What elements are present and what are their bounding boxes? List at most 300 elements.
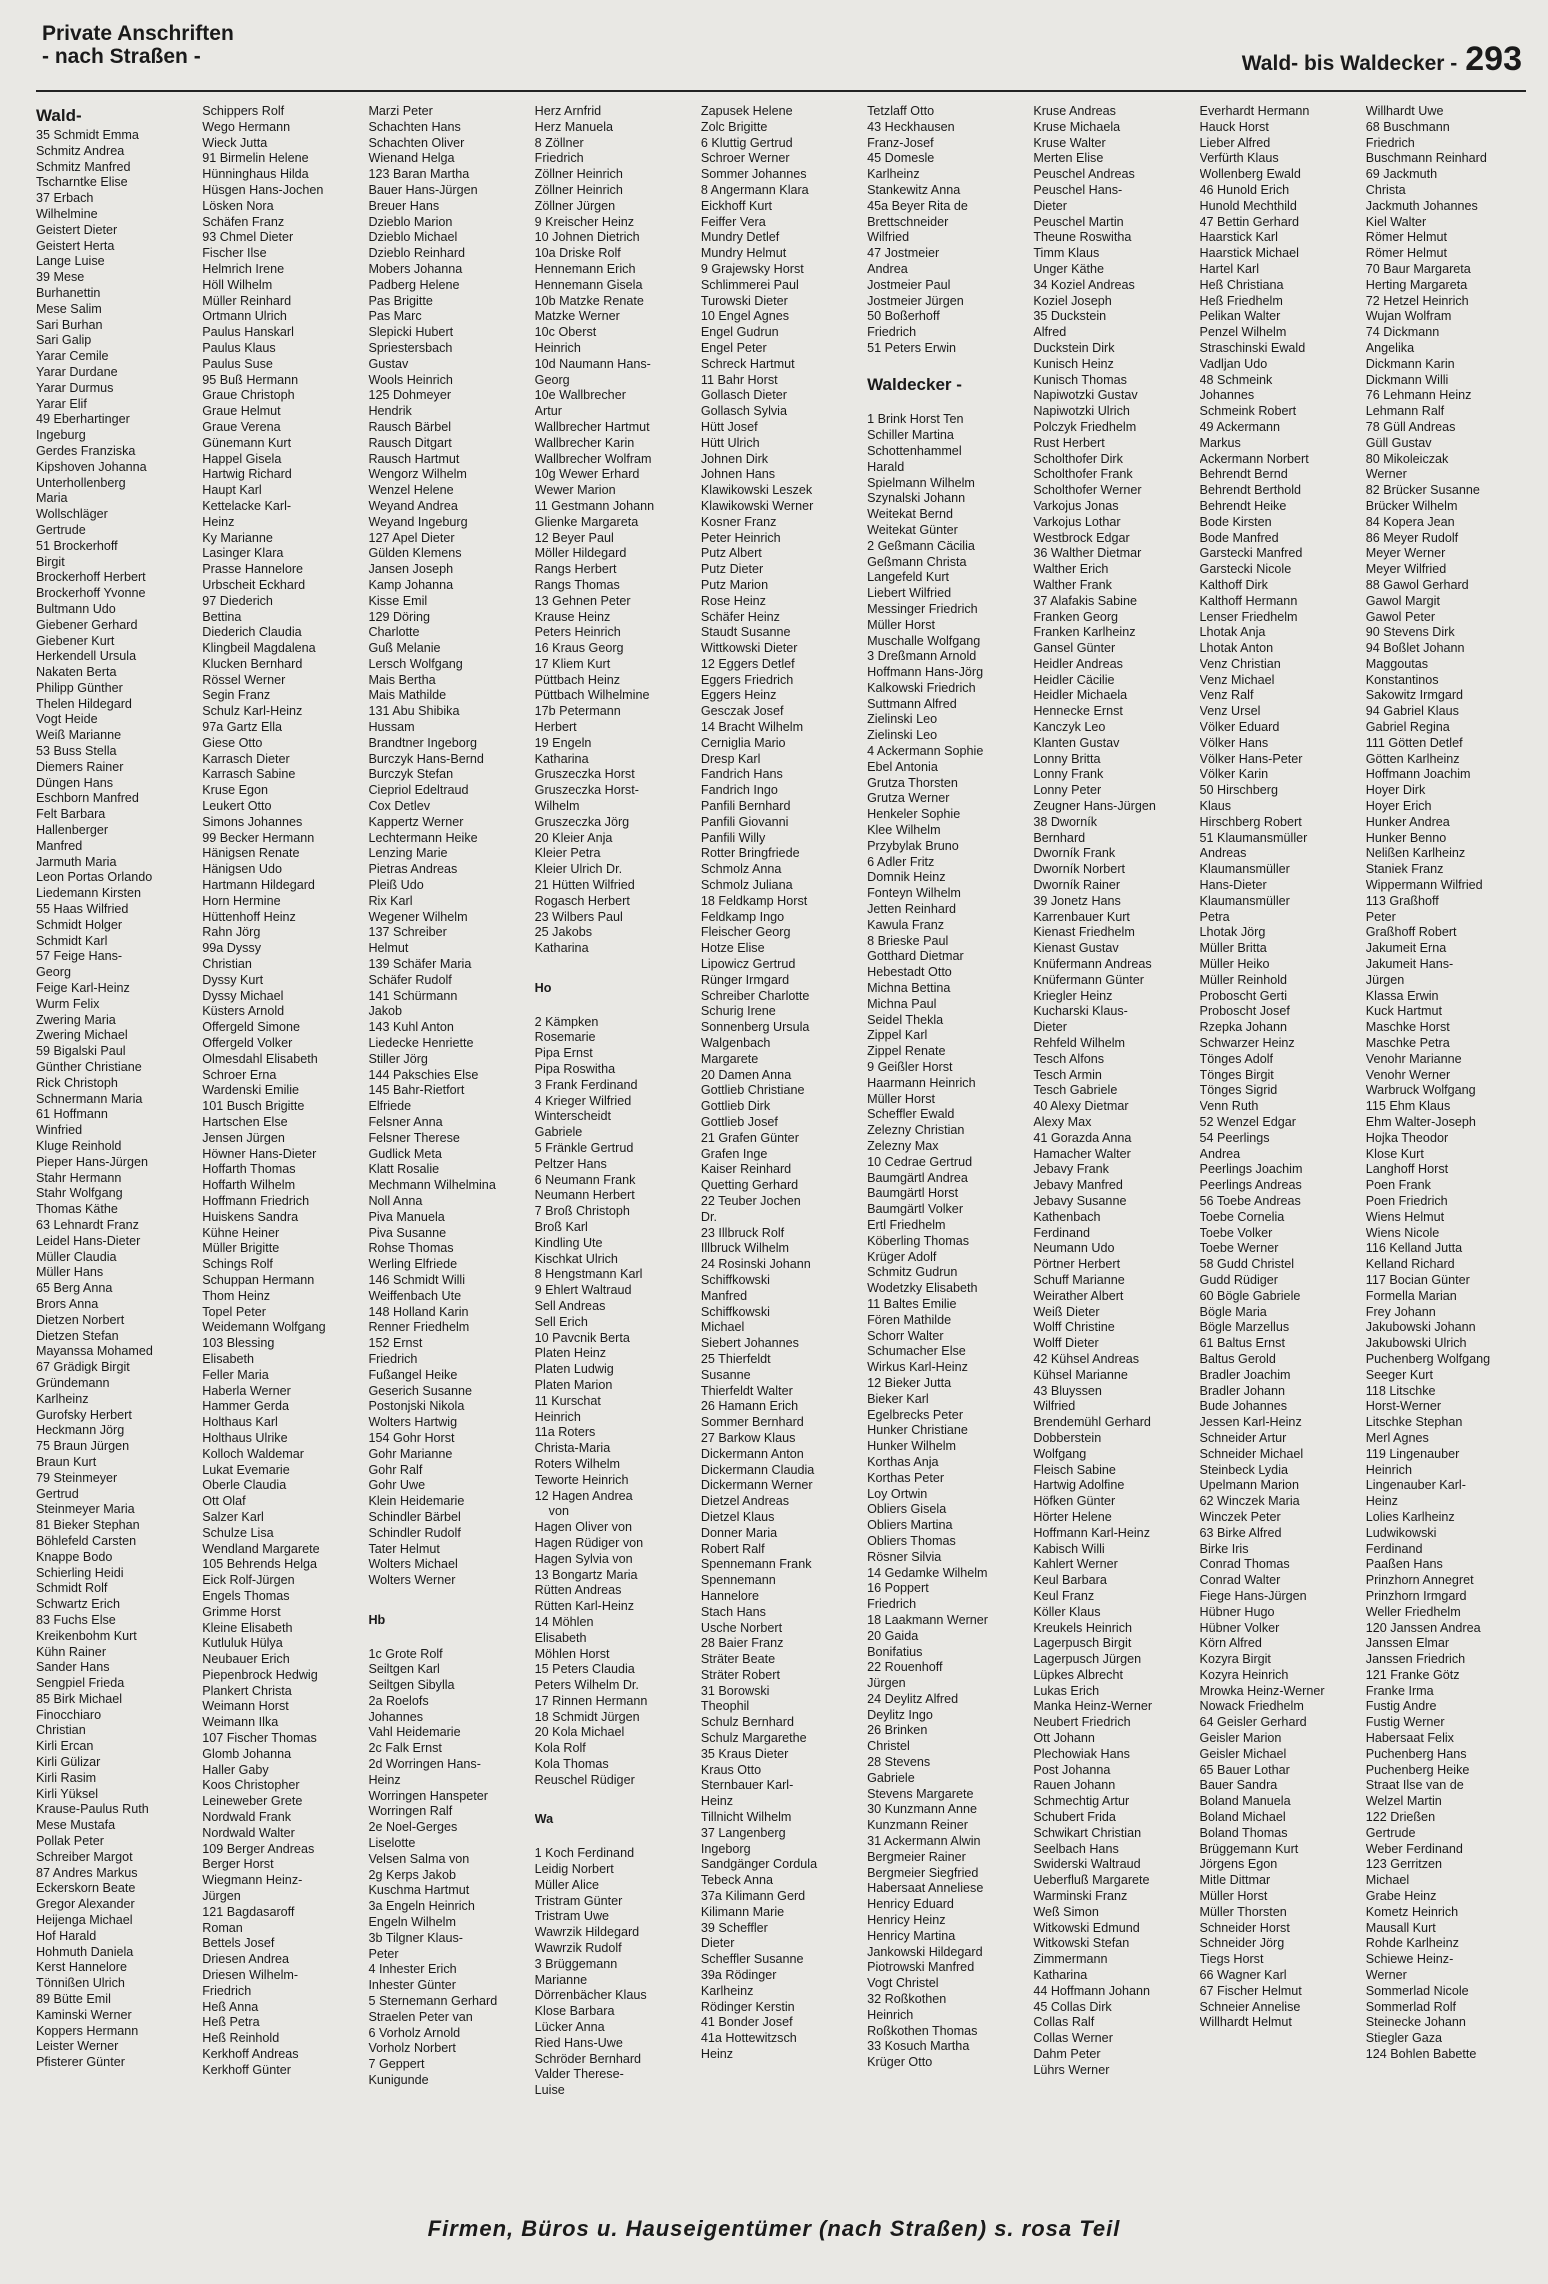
directory-entry: Leineweber Grete (202, 1794, 303, 1809)
directory-entry: Dworník Frank (1033, 846, 1116, 861)
directory-entry: Cox Detlev (368, 799, 431, 814)
directory-entry: 3 Brüggemann (534, 1956, 618, 1971)
directory-entry: 25 Thierfeldt (700, 1351, 771, 1366)
directory-entry: Sternbauer Karl- (700, 1778, 794, 1793)
directory-entry: Heidler Andreas (1033, 656, 1123, 671)
directory-entry: 32 Roßkothen (867, 1992, 947, 2007)
directory-entry: Schiewe Heinz- (1365, 1952, 1454, 1967)
directory-entry: 2e Noel-Gerges (368, 1820, 458, 1835)
directory-entry: 35 Schmidt Emma (36, 128, 139, 142)
directory-entry: Putz Albert (700, 546, 762, 561)
directory-entry: Schottenhammel (867, 443, 962, 458)
directory-entry: 12 Bieker Jutta (867, 1375, 952, 1390)
directory-entry: Kunisch Heinz (1033, 356, 1114, 371)
directory-entry: Formella Marian (1365, 1288, 1457, 1303)
directory-entry: Willhardt Uwe (1365, 104, 1444, 118)
directory-entry: Penzel Wilhelm (1199, 325, 1287, 340)
directory-entry: Felsner Therese (368, 1130, 460, 1145)
directory-entry: Eickhoff Kurt (700, 198, 773, 213)
directory-entry: Krause-Paulus Ruth (36, 1802, 149, 1817)
directory-entry: Kilimann Marie (700, 1904, 785, 1919)
directory-entry: Friedrich (202, 1983, 252, 1998)
directory-entry: Pipa Ernst (534, 1046, 593, 1061)
directory-entry: Waldecker - (867, 374, 962, 394)
directory-entry: Marzi Peter (368, 104, 433, 118)
directory-entry: Herbert (534, 720, 577, 735)
directory-entry: Ho (534, 980, 552, 995)
directory-entry: Wujan Wolfram (1365, 309, 1452, 324)
directory-entry: Kaminski Werner (36, 2007, 132, 2022)
directory-entry: Fandrich Ingo (700, 783, 778, 798)
directory-entry: Kunzmann Reiner (867, 1818, 968, 1833)
directory-entry: Bieker Karl (867, 1391, 929, 1406)
directory-entry: Hüttenhoff Heinz (202, 909, 296, 924)
directory-entry: 57 Feige Hans- (36, 949, 123, 964)
directory-entry: Sander Hans (36, 1660, 110, 1675)
directory-entry: Peerlings Andreas (1199, 1178, 1302, 1193)
directory-entry: Hussam (368, 720, 415, 735)
directory-entry: Gesczak Josef (700, 704, 784, 719)
directory-entry: Hebestadt Otto (867, 965, 952, 980)
directory-entry: Segin Franz (202, 688, 271, 703)
directory-entry: 124 Bohlen Babette (1365, 2047, 1477, 2062)
directory-entry: Langefeld Kurt (867, 570, 950, 585)
directory-entry: Feige Karl-Heinz (36, 981, 130, 996)
directory-entry: Paaßen Hans (1365, 1557, 1443, 1572)
directory-entry: 88 Gawol Gerhard (1365, 577, 1469, 592)
directory-entry: 31 Ackermann Alwin (867, 1834, 981, 1849)
directory-entry: 37 Alafakis Sabine (1033, 593, 1137, 608)
directory-entry: 50 Boßerhoff (867, 309, 940, 324)
directory-entry: Kunisch Thomas (1033, 372, 1127, 387)
directory-entry: Graue Helmut (202, 404, 281, 419)
directory-entry: Heinrich (534, 1409, 581, 1424)
directory-entry: Jebavy Susanne (1033, 1193, 1127, 1208)
directory-entry: Nakaten Berta (36, 665, 117, 680)
directory-entry: Lechtermann Heike (368, 830, 478, 845)
directory-entry: Brettschneider (867, 214, 949, 229)
directory-entry: Glienke Margareta (534, 514, 639, 529)
directory-entry: Stiller Jörg (368, 1051, 428, 1066)
directory-entry: Lukas Erich (1033, 1683, 1100, 1698)
directory-entry: Hartel Karl (1199, 261, 1260, 276)
directory-entry: 2 Geßmann Cäcilia (867, 538, 975, 553)
directory-entry: Obliers Martina (867, 1518, 953, 1533)
directory-entry: Henricy Heinz (867, 1913, 946, 1928)
directory-entry: Nelißen Karlheinz (1365, 846, 1466, 861)
directory-entry: Venz Christian (1199, 656, 1281, 671)
directory-entry: Korthas Anja (867, 1454, 939, 1469)
directory-entry: Mese Mustafa (36, 1818, 116, 1833)
directory-entry: Panfili Willy (700, 830, 766, 845)
directory-entry: Hoyer Erich (1365, 799, 1432, 814)
directory-entry: Spennemann (700, 1573, 776, 1588)
directory-entry: Kirli Gülizar (36, 1755, 101, 1770)
directory-entry: Siebert Johannes (700, 1336, 799, 1351)
directory-entry: Franke Irma (1365, 1683, 1434, 1698)
directory-entry: 52 Wenzel Edgar (1199, 1115, 1296, 1129)
directory-entry: Maria (36, 491, 68, 506)
directory-entry: Horst-Werner (1365, 1399, 1442, 1414)
directory-entry: Kappertz Werner (368, 814, 464, 829)
directory-entry: Kleine Elisabeth (202, 1620, 293, 1635)
directory-entry: 46 Hunold Erich (1199, 182, 1290, 197)
directory-entry: Illbruck Wilhelm (700, 1241, 790, 1256)
directory-entry: Müller Horst (1199, 1889, 1268, 1904)
directory-entry: Duckstein Dirk (1033, 340, 1115, 355)
directory-entry: 48 Schmeink (1199, 372, 1273, 387)
directory-entry: Walther Erich (1033, 562, 1109, 577)
directory-entry: 35 Kraus Dieter (700, 1746, 789, 1761)
directory-entry: Winczek Peter (1199, 1509, 1281, 1524)
directory-entry: Müller Alice (534, 1877, 600, 1892)
directory-entry: 144 Pakschies Else (368, 1067, 479, 1082)
directory-entry: Müller Horst (867, 1091, 935, 1106)
directory-entry: Völker Karin (1199, 767, 1269, 782)
directory-entry: Yarar Elif (36, 396, 87, 411)
directory-entry: Hüsgen Hans-Jochen (202, 182, 324, 197)
directory-entry: 20 Damen Anna (700, 1067, 792, 1082)
directory-entry: Hänigsen Udo (202, 862, 283, 877)
directory-entry: 122 Drießen (1365, 1810, 1436, 1825)
directory-entry: 26 Brinken (867, 1723, 928, 1738)
footer-note: Firmen, Büros u. Hauseigentümer (nach Straßen) s. rosa Teil (427, 2216, 1121, 2241)
directory-entry: 116 Kelland Jutta (1365, 1241, 1463, 1256)
directory-entry: Hunker Andrea (1365, 814, 1450, 829)
directory-entry: 2d Worringen Hans- (368, 1757, 481, 1772)
directory-entry: Messinger Friedrich (867, 601, 978, 616)
directory-entry: Zeleznу Max (867, 1139, 939, 1153)
directory-entry: Ehm Walter-Joseph (1365, 1115, 1476, 1129)
directory-entry: Schuff Marianne (1033, 1272, 1125, 1287)
directory-entry: 143 Kuhl Anton (368, 1020, 454, 1035)
directory-entry: Peter Heinrich (700, 530, 781, 545)
directory-entry: Jebavy Manfred (1033, 1178, 1123, 1193)
directory-entry: Mais Mathilde (368, 688, 447, 703)
directory-entry: Weitekat Bernd (867, 507, 953, 522)
directory-entry: Brandtner Ingeborg (368, 735, 477, 750)
directory-entry: Plechowiak Hans (1033, 1746, 1130, 1761)
directory-entry: Peter (368, 1946, 399, 1961)
directory-entry: Stahr Hermann (36, 1170, 122, 1185)
directory-entry: 11a Roters (534, 1425, 596, 1440)
directory-entry: Gruszeczka Horst (534, 767, 635, 782)
directory-entry: Sommer Bernhard (700, 1415, 804, 1430)
directory-entry: Wiens Helmut (1365, 1209, 1445, 1224)
directory-entry: Zielinski Leo (867, 728, 938, 743)
directory-entry: Worringen Hanspeter (368, 1788, 488, 1803)
directory-entry: Jörgens Egon (1199, 1857, 1278, 1872)
directory-entry: 10d Naumann Hans- (534, 356, 651, 371)
directory-entry: Scholthofer Frank (1033, 467, 1133, 482)
directory-entry: Klaumansmüller (1199, 893, 1290, 908)
directory-entry: Kreukels Heinrich (1033, 1620, 1133, 1635)
directory-entry: Christa-Maria (534, 1441, 611, 1456)
directory-entry: Scholthofer Dirk (1033, 451, 1123, 466)
directory-entry: 7 Geppert (368, 2057, 425, 2072)
directory-entry: Klingbeil Magdalena (202, 641, 316, 656)
directory-entry: Andrea (1199, 1146, 1241, 1161)
directory-entry: Gollasch Dieter (700, 388, 787, 403)
directory-entry: Usche Norbert (700, 1620, 783, 1635)
directory-entry: Fonteyn Wilhelm (867, 886, 961, 901)
directory-entry: 1 Koch Ferdinand (534, 1846, 635, 1861)
directory-entry: 11 Bahr Horst (700, 372, 778, 387)
directory-entry: Kawula Franz (867, 917, 945, 932)
directory-entry: Zöllner Heinrich (534, 167, 623, 182)
directory-entry: 2g Kerps Jakob (368, 1867, 456, 1882)
directory-entry: 10b Matzke Renate (534, 293, 644, 308)
directory-entry (867, 397, 1027, 413)
directory-entry: Grutza Werner (867, 791, 950, 806)
directory-entry: Finocchiaro (36, 1707, 102, 1722)
directory-entry: Rössel Werner (202, 672, 286, 687)
directory-entry: Oberle Claudia (202, 1478, 287, 1493)
directory-entry: Baumgärtl Volker (867, 1202, 964, 1217)
directory-entry: 94 Boßlet Johann (1365, 641, 1465, 656)
directory-entry: Breuer Hans (368, 198, 440, 213)
directory-entry: Schulz Karl-Heinz (202, 704, 303, 719)
directory-entry: 18 Schmidt Jürgen (534, 1709, 640, 1724)
directory-entry: Heinrich (1365, 1462, 1412, 1477)
directory-entry: 93 Chmel Dieter (202, 230, 294, 245)
directory-entry: Upelmann Marion (1199, 1478, 1299, 1493)
directory-entry: 72 Hetzel Heinrich (1365, 293, 1469, 308)
directory-entry: Puchenberg Hans (1365, 1746, 1467, 1761)
directory-entry: Ciepriol Edeltraud (368, 783, 469, 798)
directory-entry: Lieber Alfred (1199, 135, 1271, 150)
directory-entry: Diemers Rainer (36, 759, 124, 774)
directory-entry: Boland Thomas (1199, 1825, 1288, 1840)
directory-entry: Wawrzik Hildegard (534, 1925, 640, 1940)
directory-entry: Piva Susanne (368, 1225, 447, 1240)
directory-entry: Pfisterer Günter (36, 2055, 125, 2070)
directory-entry: Friedrich (867, 325, 917, 340)
directory-entry: Keul Franz (1033, 1588, 1095, 1603)
directory-entry: Kindling Ute (534, 1235, 603, 1250)
header-rule (36, 90, 1526, 92)
directory-entry: Charlotte (368, 625, 420, 640)
directory-entry: Karrasch Dieter (202, 751, 290, 766)
directory-entry: Wienand Helga (368, 151, 455, 166)
directory-entry: Rogasch Herbert (534, 893, 630, 908)
directory-entry: Fustig Werner (1365, 1715, 1445, 1730)
directory-entry: Bauer Hans-Jürgen (368, 182, 478, 197)
directory-entry: Peuschel Hans- (1033, 182, 1123, 197)
directory-entry: Eggers Friedrich (700, 672, 794, 687)
directory-entry: Johnen Hans (700, 467, 776, 482)
directory-entry: Burhanettin (36, 285, 101, 300)
directory-entry: Hoffmann Hans-Jörg (867, 665, 984, 680)
directory-entry: Kosner Franz (700, 514, 777, 529)
directory-entry: 2 Kämpken (534, 1014, 599, 1029)
directory-entry: Ott Olaf (202, 1494, 246, 1509)
directory-entry: Hojka Theodor (1365, 1130, 1449, 1145)
directory-entry: Friedrich (368, 1351, 418, 1366)
directory-entry: Ingeburg (36, 428, 86, 443)
directory-entry: Winterscheidt (534, 1109, 611, 1124)
directory-entry: Kola Rolf (534, 1741, 586, 1756)
directory-entry: Peter (1365, 909, 1396, 924)
directory-entry: Habersaat Anneliese (867, 1881, 984, 1896)
directory-entry: Gründemann (36, 1375, 110, 1390)
directory-entry: Seidel Thekla (867, 1012, 944, 1027)
directory-entry: Rotter Bringfriede (700, 846, 800, 861)
directory-entry: Liebert Wilfried (867, 586, 952, 601)
directory-entry: Conrad Walter (1199, 1573, 1281, 1588)
directory-entry: Ott Johann (1033, 1731, 1095, 1746)
directory-entry: 35 Duckstein (1033, 309, 1107, 324)
directory-entry: Schröder Bernhard (534, 2051, 642, 2066)
directory-entry: 22 Teuber Jochen (700, 1193, 801, 1208)
directory-entry: Dworník Rainer (1033, 878, 1121, 893)
directory-entry: Zöllner Heinrich (534, 182, 623, 197)
directory-entry: Napiwotzki Gustav (1033, 388, 1138, 403)
directory-entry: Kathenbach (1033, 1209, 1101, 1224)
directory-entry: Geßmann Christa (867, 554, 967, 569)
directory-entry: Spriestersbach (368, 340, 453, 355)
directory-entry: Püttbach Heinz (534, 672, 621, 687)
directory-entry: Zapusek Helene (700, 104, 793, 118)
directory-entry: Kiel Walter (1365, 214, 1427, 229)
directory-entry: Köberling Thomas (867, 1233, 970, 1248)
directory-entry: Knappe Bodo (36, 1549, 113, 1564)
directory-entry: Unterhollenberg (36, 475, 126, 490)
directory-entry: Maschke Horst (1365, 1020, 1450, 1035)
directory-entry: Bradler Joachim (1199, 1367, 1291, 1382)
directory-entry: Verfürth Klaus (1199, 151, 1279, 166)
directory-entry: 16 Poppert (867, 1581, 929, 1596)
directory-entry: Leidel Hans-Dieter (36, 1233, 141, 1248)
directory-entry: Polczyk Friedhelm (1033, 419, 1137, 434)
directory-entry: Felt Barbara (36, 807, 106, 822)
directory-entry: Christian (202, 957, 252, 972)
directory-entry: Geserich Susanne (368, 1383, 473, 1398)
directory-entry: Urbscheit Eckhard (202, 577, 306, 592)
directory-entry: Olmesdahl Elisabeth (202, 1051, 318, 1066)
directory-column (1033, 104, 1193, 2194)
directory-entry: Schindler Rudolf (368, 1525, 461, 1540)
directory-entry: Dzieblo Marion (368, 214, 453, 229)
directory-entry: Przybylak Bruno (867, 838, 959, 853)
directory-entry: Wurm Felix (36, 996, 100, 1011)
directory-entry: 56 Toebe Andreas (1199, 1193, 1301, 1208)
directory-entry: Kalthoff Hermann (1199, 593, 1298, 608)
directory-entry: Stiegler Gaza (1365, 2031, 1443, 2046)
directory-entry: Thom Heinz (202, 1288, 271, 1303)
directory-entry: 121 Franke Götz (1365, 1667, 1460, 1682)
directory-entry: Weyand Ingeburg (368, 514, 468, 529)
directory-entry: Dickmann Willi (1365, 372, 1449, 387)
directory-entry: Spielmann Wilhelm (867, 475, 975, 490)
directory-entry: Gruszeczka Horst- (534, 783, 639, 798)
directory-entry: 64 Geisler Gerhard (1199, 1715, 1307, 1730)
directory-entry: Dworník Norbert (1033, 862, 1126, 877)
directory-entry: Grafen Inge (700, 1146, 768, 1161)
directory-entry: Jakumeit Hans- (1365, 957, 1454, 972)
directory-entry: Fustig Andre (1365, 1699, 1437, 1714)
directory-entry: Jansen Joseph (368, 562, 454, 577)
directory-entry: Schwikart Christian (1033, 1825, 1142, 1840)
directory-entry: Alfred (1033, 325, 1067, 340)
directory-entry: Schmidt Rolf (36, 1581, 108, 1596)
directory-entry: Dickermann Anton (700, 1446, 804, 1461)
directory-entry: Piva Manuela (368, 1209, 445, 1224)
directory-entry: Witkowski Stefan (1033, 1936, 1130, 1951)
directory-entry: Schorr Walter (867, 1328, 944, 1343)
directory-entry: Kolloch Waldemar (202, 1446, 304, 1461)
directory-entry: Hohmuth Daniela (36, 1944, 134, 1959)
directory-entry: Gawol Margit (1365, 593, 1440, 608)
directory-entry: Luise (534, 2083, 565, 2098)
directory-entry: Gerdes Franziska (36, 443, 136, 458)
directory-entry: Schiffkowski (700, 1304, 770, 1319)
directory-entry: 24 Deylitz Alfred (867, 1691, 959, 1706)
directory-entry: Heinz (368, 1772, 401, 1787)
directory-entry: Kienast Gustav (1033, 941, 1119, 956)
directory-entry: Hunker Benno (1365, 830, 1447, 845)
directory-entry: Gülden Klemens (368, 546, 462, 561)
directory-entry: 39a Rödinger (700, 1968, 777, 1983)
directory-entry: Schreck Hartmut (700, 356, 795, 371)
directory-entry: 24 Rosinski Johann (700, 1257, 811, 1272)
directory-entry: Suttmann Alfred (867, 696, 957, 711)
directory-entry: Schreiber Charlotte (700, 988, 810, 1003)
directory-entry: Dietzen Stefan (36, 1328, 119, 1343)
directory-entry: Schmidt Holger (36, 917, 123, 932)
directory-entry: Witkowski Edmund (1033, 1920, 1140, 1935)
directory-entry: 18 Laakmann Werner (867, 1612, 988, 1627)
directory-entry: 49 Ackermann (1199, 419, 1281, 434)
directory-entry: 94 Gabriel Klaus (1365, 704, 1459, 719)
directory-column (701, 104, 861, 2194)
directory-entry: Müller Brigitte (202, 1241, 280, 1256)
directory-entry: Mobers Johanna (368, 261, 463, 276)
directory-entry: Mundry Helmut (700, 246, 787, 261)
directory-entry: 118 Litschke (1365, 1383, 1436, 1398)
directory-entry: Sell Erich (534, 1314, 588, 1329)
directory-entry: 14 Möhlen (534, 1614, 594, 1629)
directory-entry: 28 Stevens (867, 1755, 931, 1770)
directory-entry: 10 Pavcnik Berta (534, 1330, 630, 1345)
directory-entry: Pollak Peter (36, 1834, 104, 1849)
directory-entry: Schuppan Hermann (202, 1272, 315, 1287)
directory-entry: Lasinger Klara (202, 546, 284, 561)
directory-entry: Lehmann Ralf (1365, 404, 1445, 419)
directory-entry: 85 Birk Michael (36, 1691, 123, 1706)
directory-entry: Henkeler Sophie (867, 807, 961, 822)
directory-entry: Kleier Petra (534, 846, 601, 861)
directory-entry: Müller Britta (1199, 941, 1267, 956)
directory-entry: Venohr Marianne (1365, 1051, 1462, 1066)
directory-entry: Lolies Karlheinz (1365, 1509, 1455, 1524)
directory-entry: Wiens Nicole (1365, 1225, 1440, 1240)
directory-entry: 99a Dyssy (202, 941, 262, 956)
directory-entry: Gabriele (534, 1125, 583, 1140)
directory-entry: Herz Manuela (534, 119, 614, 134)
directory-entry: Schurig Irene (700, 1004, 776, 1019)
directory-entry: Henricy Martina (867, 1928, 956, 1943)
directory-entry: Plankert Christa (202, 1683, 292, 1698)
directory-entry: Lhotak Jörg (1199, 925, 1266, 940)
directory-entry: Engel Gudrun (700, 325, 779, 340)
directory-entry: Prinzhorn Annegret (1365, 1573, 1474, 1588)
directory-entry: Hoffmann Friedrich (202, 1193, 310, 1208)
directory-entry: Kerkhoff Andreas (202, 2047, 299, 2062)
directory-entry: Schwarzer Heinz (1199, 1036, 1295, 1051)
directory-entry: 6 Neumann Frank (534, 1172, 636, 1187)
directory-entry: Lhotak Anja (1199, 625, 1266, 640)
